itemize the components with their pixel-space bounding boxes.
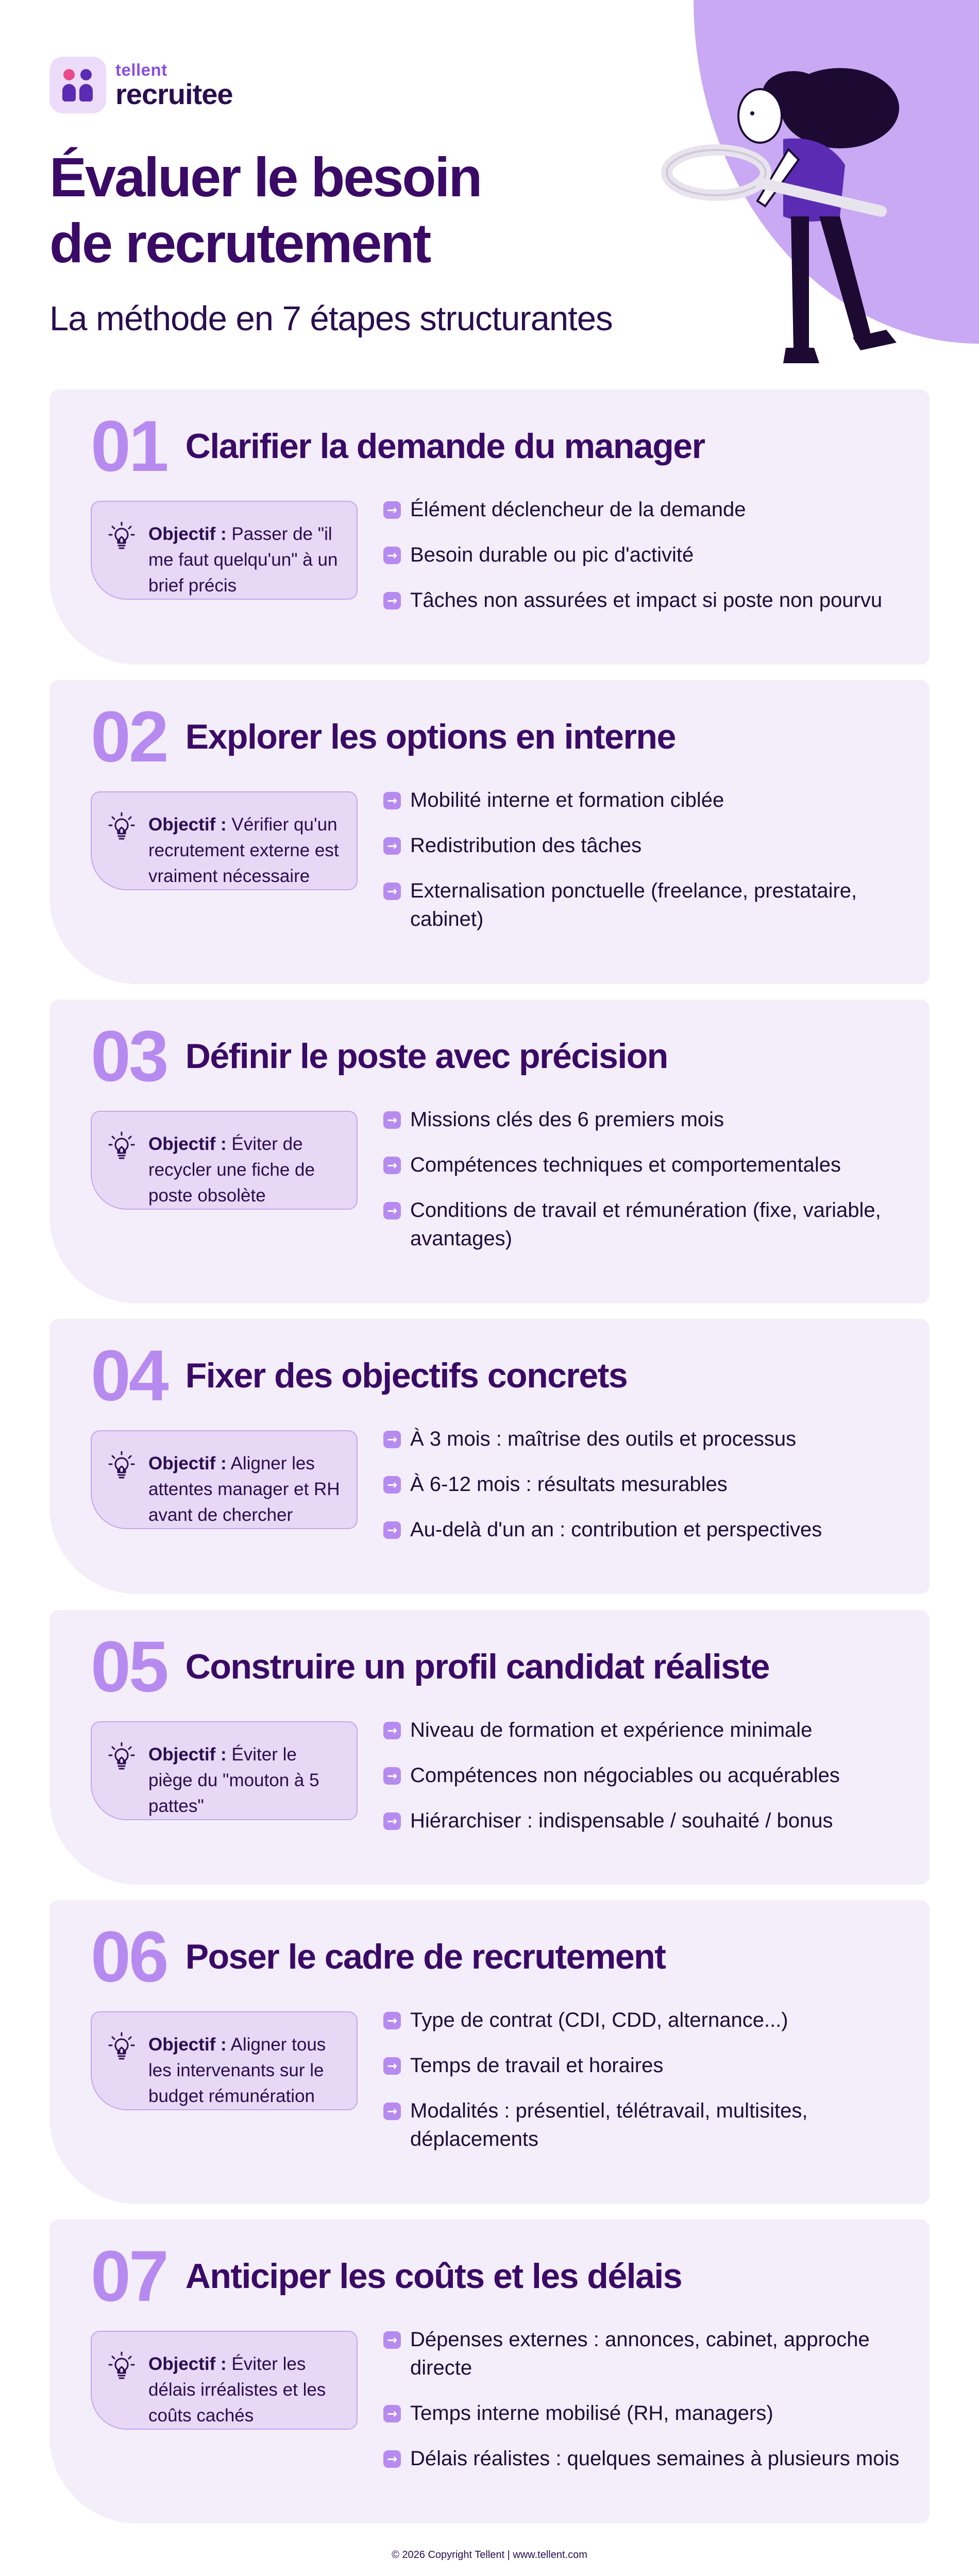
- bullet-text: Compétences techniques et comportementales: [410, 1154, 841, 1176]
- bullet-text: Mobilité interne et formation ciblée: [410, 789, 724, 811]
- step-bullet-list: [383, 2326, 919, 2490]
- arrow-right-icon: [383, 792, 401, 809]
- objective-label: Objectif :: [148, 1744, 227, 1765]
- objective-box: [91, 1111, 358, 1210]
- lightbulb-icon: [105, 810, 138, 843]
- bullet-text: Délais réalistes : quelques semaines à plusieurs mois: [410, 2447, 900, 2470]
- step-number: 05: [91, 1626, 167, 1707]
- bullet-item: [383, 2445, 919, 2473]
- bullet-item: [383, 2052, 919, 2080]
- objective-label: Objectif :: [148, 1134, 227, 1154]
- woman-with-magnifier-illustration: [654, 62, 943, 366]
- tellent-recruitee-logo: [49, 57, 233, 113]
- arrow-right-icon: [383, 2331, 401, 2349]
- arrow-right-icon: [383, 2057, 401, 2075]
- objective-text: [148, 2032, 342, 2109]
- logo-wordmark: [115, 61, 233, 109]
- lightbulb-icon: [105, 1449, 138, 1482]
- step-header: [91, 1916, 666, 1997]
- arrow-right-icon: [383, 2012, 401, 2029]
- bullet-item: [383, 877, 919, 934]
- step-number: 06: [91, 1916, 167, 1997]
- objective-label: Objectif :: [148, 2354, 227, 2374]
- step-bullet-list: [383, 496, 919, 632]
- step-title: Anticiper les coûts et les délais: [185, 2257, 682, 2296]
- bullet-item: [383, 832, 919, 860]
- bullet-text: Type de contrat (CDI, CDD, alternance...): [410, 2009, 788, 2031]
- step-number: 03: [91, 1015, 167, 1096]
- bullet-item: [383, 1516, 919, 1544]
- bullet-text: Élément déclencheur de la demande: [410, 498, 746, 521]
- bullet-item: [383, 2326, 919, 2382]
- bullet-item: [383, 2097, 919, 2154]
- bullet-text: Tâches non assurées et impact si poste non pourvu: [410, 589, 883, 612]
- bullet-item: [383, 2399, 919, 2428]
- objective-text: [148, 1742, 342, 1819]
- objective-box: [91, 501, 358, 600]
- step-bullet-list: [383, 1425, 919, 1561]
- logo-top-text: tellent: [115, 60, 167, 79]
- objective-body: Éviter de recycler une fiche de poste obsolète: [148, 1134, 315, 1206]
- lightbulb-icon: [105, 1740, 138, 1773]
- bullet-item: [383, 1151, 919, 1179]
- arrow-right-icon: [383, 1767, 401, 1785]
- arrow-right-icon: [383, 1157, 401, 1174]
- bullet-text: À 3 mois : maîtrise des outils et processus: [410, 1428, 797, 1450]
- step-card-01: [49, 389, 930, 665]
- step-number: 04: [91, 1335, 167, 1416]
- bullet-item: [383, 1807, 919, 1835]
- step-title: Construire un profil candidat réaliste: [185, 1647, 769, 1686]
- title-line-1: Évaluer le besoin: [49, 146, 481, 208]
- objective-body: Éviter le piège du "mouton à 5 pattes": [148, 1744, 319, 1816]
- bullet-text: À 6-12 mois : résultats mesurables: [410, 1473, 728, 1496]
- step-header: [91, 1626, 769, 1707]
- step-title: Définir le poste avec précision: [185, 1037, 668, 1076]
- bullet-text: Compétences non négociables ou acquérables: [410, 1764, 840, 1787]
- bullet-item: [383, 541, 919, 569]
- bullet-item: [383, 1470, 919, 1499]
- objective-box: [91, 2331, 358, 2430]
- bullet-text: Dépenses externes : annonces, cabinet, approche directe: [410, 2328, 870, 2379]
- step-title: Poser le cadre de recrutement: [185, 1937, 666, 1976]
- objective-text: [148, 812, 342, 889]
- arrow-right-icon: [383, 2103, 401, 2120]
- bullet-item: [383, 1425, 919, 1453]
- objective-body: Éviter les délais irréalistes et les coûts cachés: [148, 2354, 326, 2426]
- logo-bottom-text: recruitee: [115, 78, 233, 110]
- objective-box: [91, 2011, 358, 2110]
- bullet-text: Missions clés des 6 premiers mois: [410, 1108, 724, 1131]
- lightbulb-icon: [105, 519, 138, 552]
- arrow-right-icon: [383, 592, 401, 609]
- step-card-04: [49, 1319, 930, 1594]
- bullet-text: Au-delà d'un an : contribution et perspectives: [410, 1518, 822, 1541]
- lightbulb-icon: [105, 1129, 138, 1162]
- arrow-right-icon: [383, 837, 401, 855]
- objective-text: [148, 2351, 342, 2429]
- bullet-text: Temps de travail et horaires: [410, 2054, 664, 2077]
- header: [0, 0, 979, 371]
- step-title: Clarifier la demande du manager: [185, 427, 705, 466]
- arrow-right-icon: [383, 2450, 401, 2468]
- arrow-right-icon: [383, 1476, 401, 1494]
- title-line-2: de recrutement: [49, 212, 430, 274]
- step-number: 07: [91, 2235, 167, 2316]
- bullet-item: [383, 1716, 919, 1744]
- step-card-02: [49, 680, 930, 984]
- objective-text: [148, 521, 342, 599]
- step-number: 02: [91, 696, 167, 777]
- step-number: 01: [91, 405, 167, 486]
- objective-label: Objectif :: [148, 524, 227, 544]
- arrow-right-icon: [383, 1111, 401, 1129]
- bullet-item: [383, 1761, 919, 1790]
- step-header: [91, 696, 676, 777]
- step-bullet-list: [383, 786, 919, 951]
- objective-body: Aligner tous les intervenants sur le budget rémunération: [148, 2035, 326, 2106]
- bullet-text: Niveau de formation et expérience minimale: [410, 1719, 813, 1741]
- arrow-right-icon: [383, 883, 401, 900]
- arrow-right-icon: [383, 1722, 401, 1739]
- step-title: Fixer des objectifs concrets: [185, 1356, 628, 1395]
- arrow-right-icon: [383, 1812, 401, 1830]
- lightbulb-icon: [105, 2030, 138, 2063]
- step-card-05: [49, 1610, 930, 1885]
- arrow-right-icon: [383, 1431, 401, 1448]
- bullet-text: Externalisation ponctuelle (freelance, prestataire, cabinet): [410, 879, 857, 930]
- step-bullet-list: [383, 1716, 919, 1852]
- bullet-text: Conditions de travail et rémunération (fixe, variable, avantages): [410, 1199, 881, 1250]
- bullet-text: Temps interne mobilisé (RH, managers): [410, 2402, 773, 2425]
- objective-box: [91, 1430, 358, 1529]
- step-card-03: [49, 999, 930, 1303]
- objective-body: Aligner les attentes manager et RH avant de chercher: [148, 1453, 340, 1525]
- step-title: Explorer les options en interne: [185, 717, 676, 756]
- bullet-text: Hiérarchiser : indispensable / souhaité / bonus: [410, 1809, 833, 1832]
- footer-copyright: © 2026 Copyright Tellent | www.tellent.com: [392, 2549, 587, 2561]
- step-header: [91, 1335, 628, 1416]
- bullet-item: [383, 1196, 919, 1253]
- page-subtitle: La méthode en 7 étapes structurantes: [49, 299, 613, 338]
- objective-label: Objectif :: [148, 2035, 227, 2055]
- step-header: [91, 2235, 682, 2316]
- objective-body: Vérifier qu'un recrutement externe est vraiment nécessaire: [148, 815, 339, 886]
- arrow-right-icon: [383, 1521, 401, 1539]
- arrow-right-icon: [383, 501, 401, 519]
- bullet-item: [383, 786, 919, 815]
- arrow-right-icon: [383, 547, 401, 564]
- page-title: [49, 144, 668, 276]
- bullet-text: Modalités : présentiel, télétravail, multisites, déplacements: [410, 2099, 808, 2150]
- objective-label: Objectif :: [148, 815, 227, 835]
- step-header: [91, 1015, 668, 1096]
- bullet-item: [383, 496, 919, 524]
- logo-icon: [49, 57, 106, 113]
- step-bullet-list: [383, 1106, 919, 1270]
- step-bullet-list: [383, 2006, 919, 2171]
- objective-box: [91, 791, 358, 890]
- step-card-07: [49, 2219, 930, 2523]
- objective-label: Objectif :: [148, 1453, 227, 1473]
- step-card-06: [49, 1900, 930, 2204]
- lightbulb-icon: [105, 2349, 138, 2382]
- bullet-item: [383, 2006, 919, 2035]
- arrow-right-icon: [383, 2405, 401, 2422]
- arrow-right-icon: [383, 1202, 401, 1219]
- objective-body: Passer de "il me faut quelqu'un" à un brief précis: [148, 524, 338, 596]
- objective-text: [148, 1451, 342, 1528]
- objective-text: [148, 1131, 342, 1209]
- step-header: [91, 405, 705, 486]
- bullet-text: Besoin durable ou pic d'activité: [410, 544, 694, 566]
- bullet-item: [383, 1106, 919, 1134]
- bullet-item: [383, 586, 919, 615]
- objective-box: [91, 1721, 358, 1820]
- bullet-text: Redistribution des tâches: [410, 834, 642, 857]
